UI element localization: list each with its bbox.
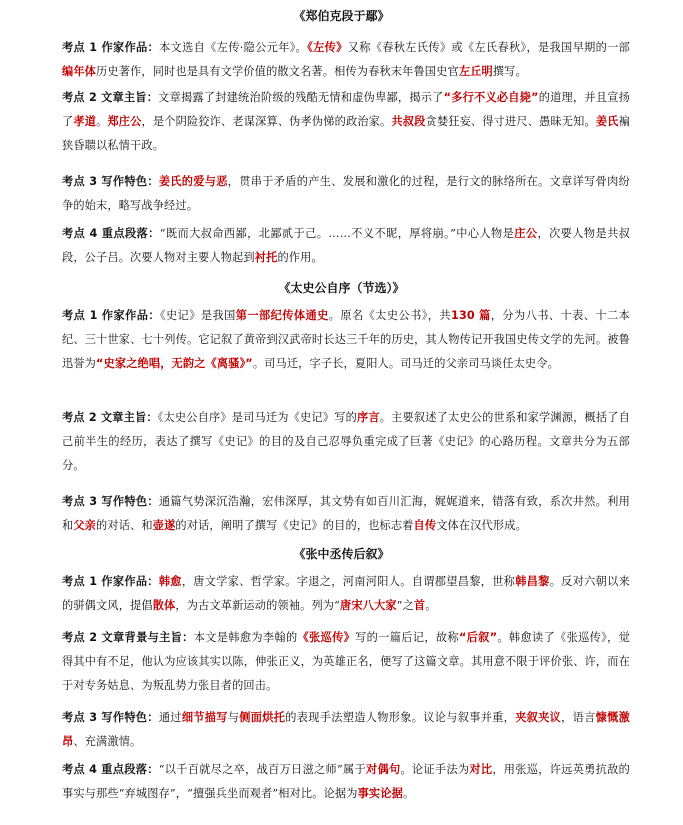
point-text: 的对话，阐明了撰写《史记》的目的，也标志着 bbox=[175, 519, 414, 532]
point-label: 考点 3 写作特色： bbox=[62, 175, 159, 188]
key-term: 唐宋八大家 bbox=[340, 599, 397, 612]
point-text: 《太史公自序》是司马迁为《史记》写的 bbox=[157, 411, 357, 424]
point-text: “以千百就尽之卒，战百万日滋之师”属于 bbox=[158, 763, 366, 776]
point-text: 的表现手法塑造人物形象。议论与叙事并重， bbox=[285, 711, 516, 724]
exam-point bbox=[62, 36, 630, 84]
key-term: 孝道 bbox=[73, 115, 97, 128]
exam-point bbox=[62, 86, 630, 158]
key-term: 庄公 bbox=[514, 227, 538, 240]
point-text: 贪婪狂妄、得寸进尺、愚昧无知。 bbox=[425, 115, 596, 128]
point-label: 考点 4 重点段落： bbox=[62, 227, 160, 240]
key-term: 壶遂 bbox=[152, 519, 176, 532]
point-text: 。 bbox=[96, 115, 108, 128]
point-text: 又称《春秋左氏传》或《左氏春秋》，是我国早期的一部 bbox=[347, 41, 630, 54]
point-text: ，用张巡，许远英勇抗敌的事实与那些“弃城图存”，“擅强兵坐而观者”相对比。论据为 bbox=[62, 763, 630, 800]
key-term: 编年体 bbox=[62, 65, 97, 78]
exam-point bbox=[62, 304, 630, 376]
point-text: 文章揭露了封建统治阶级的残酷无情和虚伪卑鄙，揭示了 bbox=[158, 91, 444, 104]
key-term: 对偶句 bbox=[365, 763, 401, 776]
point-text: 。韩愈读了《张巡传》，觉得其中有不足，他认为应该其实以陈，伸张正义，为英雄正名，便写了这篇文章。其用意不限于评价张、许，而在于对专务姑息、为叛乱势力张目者的回击。 bbox=[62, 631, 630, 692]
point-text: 。论证手法为 bbox=[400, 763, 470, 776]
exam-point bbox=[62, 490, 630, 538]
point-text: 。主要叙述了太史公的世系和家学渊源，概括了自己前半生的经历，表达了撰写《史记》的目的及自己忍辱负重完成了巨著《史记》的心路历程。文章共分为五部分。 bbox=[62, 411, 630, 472]
key-term: 对比 bbox=[469, 763, 493, 776]
key-term: 第一部纪传体通史 bbox=[235, 309, 329, 322]
section-title: 《张中丞传后叙》 bbox=[293, 547, 390, 561]
exam-point bbox=[62, 406, 630, 478]
key-term: 共叔段 bbox=[391, 115, 426, 128]
point-label: 考点 1 作家作品： bbox=[62, 309, 160, 322]
key-term: “多行不义必自毙” bbox=[443, 91, 539, 104]
point-text: 。司马迁，字子长，夏阳人。司马迁的父亲司马谈任太史令。 bbox=[252, 357, 559, 370]
exam-point bbox=[62, 626, 630, 698]
key-term: “后叙” bbox=[458, 631, 498, 644]
key-term: 首 bbox=[413, 599, 426, 612]
key-term: 衬托 bbox=[254, 251, 278, 264]
point-text: 通篇气势深沉浩瀚，宏伟深厚，其文势有如百川汇海，娓娓道来，错落有致，系次井然。利用和 bbox=[62, 495, 631, 532]
key-term: 韩愈 bbox=[158, 575, 182, 588]
key-term: 散体 bbox=[152, 599, 176, 612]
key-term: 侧面烘托 bbox=[239, 711, 286, 724]
point-text: 。 bbox=[425, 599, 437, 612]
point-text: 褊狭昏聩以私情干政。 bbox=[62, 115, 630, 152]
key-term: 《张巡传》 bbox=[297, 631, 356, 644]
point-text: ，唐文学家、哲学家。字退之，河南河阳人。自谓郡望昌黎，世称 bbox=[181, 575, 516, 588]
point-text: ，贯串于矛盾的产生、发展和激化的过程，是行文的脉络所在。文章详写骨肉纷争的始末，略写战争经过。 bbox=[62, 175, 630, 212]
point-text: 历史著作，同时也是具有文学价值的散文名著。相传为春秋末年鲁国史官 bbox=[96, 65, 459, 78]
point-text: 。反对六朝以来的骈偶文风，提倡 bbox=[62, 575, 630, 612]
key-term: 130 篇 bbox=[451, 309, 491, 322]
exam-point bbox=[62, 570, 630, 618]
key-term: 《左传》 bbox=[307, 41, 348, 54]
exam-point bbox=[62, 170, 630, 218]
point-label: 考点 4 重点段落： bbox=[62, 763, 159, 776]
section-title: 《郑伯克段于鄢》 bbox=[293, 9, 390, 23]
point-text: 的对话、和 bbox=[96, 519, 153, 532]
point-label: 考点 2 文章背景与主旨： bbox=[62, 631, 194, 644]
point-label: 考点 3 写作特色： bbox=[62, 711, 159, 724]
point-text: 本文是韩愈为李翰的 bbox=[193, 631, 298, 644]
key-term: 事实论据 bbox=[357, 787, 403, 800]
point-label: 考点 1 作家作品： bbox=[62, 41, 160, 54]
key-term: “史家之绝唱，无韵之《离骚》” bbox=[96, 357, 253, 370]
point-text: “既而大叔命西鄙，北鄙贰于己。……不义不昵，厚将崩。”中心人物是 bbox=[159, 227, 515, 240]
point-text: ，分为八书、十表、十二本纪、三十世家、七十列传。它记叙了黄帝到汉武帝时长达三千年的历史，其人物传记开我国史传文学的先河。被鲁迅誉为 bbox=[62, 309, 631, 370]
key-term: 姜氏的爱与恶 bbox=[158, 175, 228, 188]
key-term: 细节描写 bbox=[181, 711, 228, 724]
point-text: 的道理，并且宣扬了 bbox=[62, 91, 630, 128]
point-text: 。原名《太史公书》，共 bbox=[328, 309, 452, 322]
key-term: 左丘明 bbox=[458, 65, 493, 78]
point-text: ，是个阴险狡诈、老谋深算、伪孝伪悌的政治家。 bbox=[141, 115, 392, 128]
point-text: ，语言 bbox=[561, 711, 596, 724]
point-text: 与 bbox=[227, 711, 240, 724]
exam-point bbox=[62, 758, 630, 806]
point-text: 通过 bbox=[158, 711, 182, 724]
key-term: 自传 bbox=[413, 519, 437, 532]
point-label: 考点 2 文章主旨： bbox=[62, 91, 159, 104]
key-term: 郑庄公 bbox=[107, 115, 142, 128]
key-term: 夹叙夹议 bbox=[515, 711, 562, 724]
point-text: 文体在汉代形成。 bbox=[436, 519, 527, 532]
point-text: 的作用。 bbox=[277, 251, 323, 264]
point-text: ，次要人物是共叔段，公子吕。次要人物对主要人物起到 bbox=[62, 227, 631, 264]
exam-point bbox=[62, 222, 630, 270]
point-label: 考点 1 作家作品： bbox=[62, 575, 159, 588]
point-text: 撰写。 bbox=[492, 65, 527, 78]
key-term: 姜氏 bbox=[595, 115, 619, 128]
section-title: 《太史公自序（节选）》 bbox=[278, 281, 405, 295]
key-term: 韩昌黎 bbox=[515, 575, 550, 588]
point-text: 写的一篇后记，故称 bbox=[355, 631, 459, 644]
point-label: 考点 2 文章主旨： bbox=[62, 411, 158, 424]
point-text: ，为古文革新运动的领袖。列为“ bbox=[175, 599, 340, 612]
point-text: 本文选自《左传·隐公元年》。 bbox=[159, 41, 308, 54]
key-term: 慷慨激昂 bbox=[62, 711, 630, 748]
point-label: 考点 3 写作特色： bbox=[62, 495, 159, 508]
point-text: 。 bbox=[402, 787, 415, 800]
point-text: 《史记》是我国 bbox=[159, 309, 236, 322]
key-term: 序言 bbox=[356, 411, 380, 424]
point-text: 、充满激情。 bbox=[73, 735, 142, 748]
exam-point bbox=[62, 706, 630, 754]
key-term: 父亲 bbox=[73, 519, 97, 532]
point-text: ”之 bbox=[396, 599, 414, 612]
